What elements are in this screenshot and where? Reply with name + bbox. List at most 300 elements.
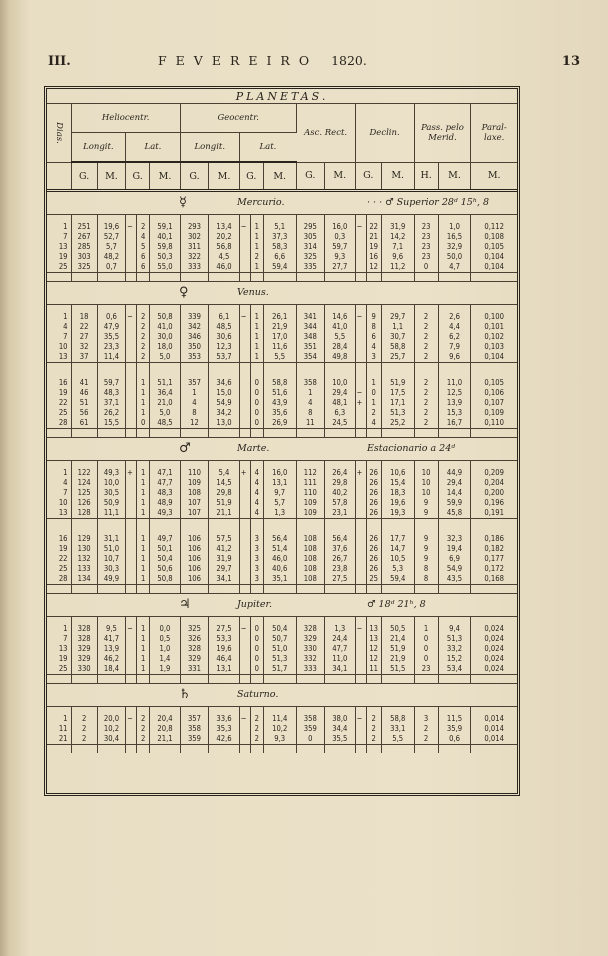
table-cell: − (126, 714, 137, 724)
table-cell: 1 (137, 654, 150, 664)
table-cell: 342 (180, 322, 208, 332)
table-cell: 9 (414, 508, 438, 519)
table-cell: 0,3 (325, 232, 356, 242)
table-cell: 19 (366, 242, 381, 252)
table-cell: 11,0 (438, 378, 471, 388)
table-cell: 322 (180, 252, 208, 262)
table-cell: 303 (71, 252, 97, 262)
table-cell: 18 (71, 312, 97, 322)
table-cell: 9,7 (263, 488, 296, 498)
table-cell (239, 724, 250, 734)
table-cell: 34,4 (325, 724, 356, 734)
planet-symbol-icon: ☿ (179, 195, 187, 210)
table-cell: 51,3 (263, 654, 296, 664)
table-cell: 1 (137, 624, 150, 634)
table-cell: 0,5 (150, 634, 181, 644)
unit-label: M. (381, 162, 414, 191)
table-cell: 30,0 (150, 332, 181, 342)
table-cell: 25 (47, 664, 71, 675)
table-cell: 0 (250, 644, 263, 654)
table-cell: 11,2 (381, 262, 414, 273)
table-cell (239, 332, 250, 342)
unit-label: M. (97, 162, 125, 191)
table-cell (126, 478, 137, 488)
table-cell (239, 262, 250, 273)
table-cell: 1 (137, 554, 150, 564)
table-cell: 31,9 (381, 222, 414, 232)
table-cell: 9 (366, 312, 381, 322)
table-cell: 357 (180, 378, 208, 388)
table-cell: 10 (414, 478, 438, 488)
table-cell: 10,7 (97, 554, 125, 564)
table-cell: 51,1 (150, 378, 181, 388)
table-cell: 51,5 (381, 664, 414, 675)
table-row (47, 654, 517, 664)
table-cell (239, 408, 250, 418)
table-row (47, 488, 517, 498)
table-cell: 7,9 (438, 342, 471, 352)
table-cell: 8 (366, 322, 381, 332)
table-cell: 5,4 (209, 468, 240, 478)
table-cell: 42,6 (209, 734, 240, 745)
table-cell: 18,4 (97, 664, 125, 675)
table-cell (239, 564, 250, 574)
planet-name: Marte. (237, 443, 270, 454)
table-row (47, 508, 517, 519)
table-cell: 4 (137, 232, 150, 242)
table-cell (239, 252, 250, 262)
table-cell: 13,9 (438, 398, 471, 408)
table-cell: 46,0 (209, 262, 240, 273)
planet-note: · · · ♂ Superior 28ᵈ 15ʰ, 8 (367, 197, 490, 208)
table-cell: 13 (366, 634, 381, 644)
table-cell: 11,4 (263, 714, 296, 724)
table-cell: 112 (296, 468, 324, 478)
planet-note: Estacionario a 24ᵈ (367, 443, 456, 454)
table-cell: 0 (250, 664, 263, 675)
table-cell: 351 (296, 342, 324, 352)
table-cell: 358 (296, 714, 324, 724)
table-cell (239, 534, 250, 544)
table-cell: 293 (180, 222, 208, 232)
table-cell: − (355, 714, 366, 724)
table-cell: 13,1 (209, 664, 240, 675)
table-cell: 3 (366, 352, 381, 363)
table-cell (239, 644, 250, 654)
table-cell: 359 (180, 734, 208, 745)
table-cell: 10 (47, 342, 71, 352)
table-cell: 0 (250, 418, 263, 429)
table-cell: 59,4 (263, 262, 296, 273)
table-row (47, 724, 517, 734)
table-cell: 1 (250, 322, 263, 332)
table-cell: 18,3 (381, 488, 414, 498)
table-cell: 7 (47, 488, 71, 498)
table-cell: 50,6 (150, 564, 181, 574)
table-cell: 1 (47, 312, 71, 322)
table-cell: 21,9 (381, 654, 414, 664)
table-cell: 1 (250, 222, 263, 232)
table-cell: 21 (366, 232, 381, 242)
table-cell: 59,7 (97, 378, 125, 388)
table-cell: 20,2 (209, 232, 240, 242)
table-cell (355, 544, 366, 554)
table-cell: 0 (250, 378, 263, 388)
table-cell: 2 (414, 398, 438, 408)
table-cell: − (355, 222, 366, 232)
unit-label: M. (209, 162, 240, 191)
table-cell: 1 (250, 352, 263, 363)
table-row (47, 468, 517, 478)
table-cell: 9,4 (438, 624, 471, 634)
table-cell: 26 (366, 534, 381, 544)
table-cell: 2 (366, 408, 381, 418)
table-cell: 50,9 (97, 498, 125, 508)
table-cell: 16 (366, 252, 381, 262)
unit-label: G. (126, 162, 150, 191)
table-cell: 14,7 (381, 544, 414, 554)
table-cell: 19,6 (97, 222, 125, 232)
table-cell: 1 (137, 534, 150, 544)
table-cell (126, 332, 137, 342)
table-cell: 7 (47, 332, 71, 342)
table-row (47, 378, 517, 388)
table-cell: 46,0 (263, 554, 296, 564)
table-row (47, 408, 517, 418)
table-cell: 4 (180, 398, 208, 408)
table-cell: 20,8 (150, 724, 181, 734)
table-cell: 51,3 (381, 408, 414, 418)
table-cell: 59,4 (381, 574, 414, 585)
unit-label: G. (71, 162, 97, 191)
table-cell: − (239, 312, 250, 322)
table-cell: 4 (47, 322, 71, 332)
table-cell: 16 (47, 378, 71, 388)
table-cell: + (126, 468, 137, 478)
table-cell: 31,9 (209, 554, 240, 564)
table-row (47, 734, 517, 745)
table-cell: 14,5 (209, 478, 240, 488)
table-cell: 5,7 (97, 242, 125, 252)
table-cell (355, 498, 366, 508)
table-cell: 28 (47, 418, 71, 429)
table-cell (355, 574, 366, 585)
table-cell: 11,4 (97, 352, 125, 363)
table-cell (355, 724, 366, 734)
table-cell: 354 (296, 352, 324, 363)
table-cell: 29,8 (209, 488, 240, 498)
table-cell: 359 (296, 724, 324, 734)
table-cell: 5,5 (263, 352, 296, 363)
table-cell: 2 (250, 724, 263, 734)
table-cell: 30,4 (97, 734, 125, 745)
table-cell: 1 (250, 262, 263, 273)
table-cell: 29,8 (325, 478, 356, 488)
table-cell: 41,7 (97, 634, 125, 644)
table-row (47, 242, 517, 252)
table-cell: 48,5 (209, 322, 240, 332)
table-cell (239, 398, 250, 408)
table-cell: 53,4 (438, 664, 471, 675)
table-cell: 109 (180, 478, 208, 488)
table-cell: 28 (47, 574, 71, 585)
table-cell: 16,0 (263, 468, 296, 478)
table-cell: 0,177 (484, 554, 504, 563)
planet-name: Saturno. (237, 689, 279, 700)
table-cell: 48,3 (150, 488, 181, 498)
table-cell: 59,7 (325, 242, 356, 252)
table-cell: 295 (296, 222, 324, 232)
table-cell: 49,7 (150, 534, 181, 544)
table-cell: 7,1 (381, 242, 414, 252)
table-cell: 0,108 (484, 232, 504, 241)
table-cell: 11,5 (438, 714, 471, 724)
table-cell: 2 (414, 418, 438, 429)
table-cell (355, 734, 366, 745)
table-cell: 134 (71, 574, 97, 585)
table-row (47, 714, 517, 724)
table-row (47, 418, 517, 429)
table-cell: 0 (250, 388, 263, 398)
table-cell: 311 (180, 242, 208, 252)
table-cell: 0,024 (484, 644, 504, 653)
table-cell: 30,7 (381, 332, 414, 342)
table-cell: 29,4 (325, 388, 356, 398)
table-cell: 4,7 (438, 262, 471, 273)
table-cell: 122 (71, 468, 97, 478)
table-cell: 2 (366, 724, 381, 734)
table-cell: 1 (137, 388, 150, 398)
table-cell: 50,8 (150, 574, 181, 585)
table-cell (355, 654, 366, 664)
table-cell: 21,1 (209, 508, 240, 519)
table-cell (126, 508, 137, 519)
table-cell (355, 508, 366, 519)
table-cell: 17,1 (381, 398, 414, 408)
table-cell: 57,8 (325, 498, 356, 508)
table-cell: 6,3 (325, 408, 356, 418)
table-cell: 0,172 (484, 564, 504, 573)
table-cell: 0 (250, 654, 263, 664)
table-cell: 26,1 (263, 312, 296, 322)
table-row (47, 664, 517, 675)
month: FEVEREIRO (158, 53, 319, 68)
table-cell: 0,186 (484, 534, 504, 543)
table-cell: 339 (180, 312, 208, 322)
table-cell: 27,7 (325, 262, 356, 273)
table-cell: 53,3 (209, 634, 240, 644)
table-cell: 33,1 (381, 724, 414, 734)
table-cell: 1 (137, 664, 150, 675)
table-cell: 44,9 (438, 468, 471, 478)
table-cell: 344 (296, 322, 324, 332)
table-cell: 51,4 (263, 544, 296, 554)
table-cell: 314 (296, 242, 324, 252)
table-cell: 3 (250, 564, 263, 574)
table-cell: 41 (71, 378, 97, 388)
table-cell: 0,105 (484, 242, 504, 251)
table-cell: 6 (137, 262, 150, 273)
table-cell: 51,3 (438, 634, 471, 644)
table-cell: 19,4 (438, 544, 471, 554)
table-cell: 108 (180, 488, 208, 498)
table-row (47, 574, 517, 585)
table-cell: 0,204 (484, 478, 504, 487)
table-cell (355, 478, 366, 488)
table-cell (239, 574, 250, 585)
table-cell: 109 (296, 498, 324, 508)
table-cell: 108 (296, 564, 324, 574)
table-cell: 2 (250, 252, 263, 262)
table-cell: 1 (250, 312, 263, 322)
table-cell: 16,5 (438, 232, 471, 242)
table-cell: 37 (71, 352, 97, 363)
unit-label: M. (438, 162, 471, 191)
unit-label: G. (239, 162, 263, 191)
table-cell: 3 (250, 544, 263, 554)
table-cell: 23 (414, 232, 438, 242)
table-cell: 108 (296, 554, 324, 564)
table-cell: 0 (414, 634, 438, 644)
table-cell: 2 (414, 408, 438, 418)
table-cell (355, 408, 366, 418)
table-cell: 51,7 (263, 664, 296, 675)
table-cell: 9,3 (325, 252, 356, 262)
right-ascension-header: Asc. Rect. (296, 104, 355, 163)
table-cell: 5,0 (150, 408, 181, 418)
table-cell: 13 (47, 352, 71, 363)
table-cell: 2 (414, 734, 438, 745)
table-cell (126, 342, 137, 352)
table-cell: 3 (250, 554, 263, 564)
table-cell: 1 (137, 378, 150, 388)
table-cell: 49,9 (97, 574, 125, 585)
table-cell: 325 (71, 262, 97, 273)
planet-symbol-icon: ♂ (179, 441, 191, 456)
table-row (47, 352, 517, 363)
table-cell: 7 (47, 634, 71, 644)
table-cell: 1 (137, 408, 150, 418)
table-cell (239, 342, 250, 352)
table-cell: 48,3 (97, 388, 125, 398)
unit-label: M. (471, 162, 517, 191)
table-cell: 325 (180, 624, 208, 634)
table-cell: 21,9 (263, 322, 296, 332)
table-cell: 2 (414, 342, 438, 352)
table-cell: 6,6 (263, 252, 296, 262)
table-cell: 1 (47, 222, 71, 232)
table-cell: 326 (180, 634, 208, 644)
table-cell: 0,104 (471, 262, 517, 273)
table-cell: 4 (250, 498, 263, 508)
table-cell: 285 (71, 242, 97, 252)
planet-name: Mercurio. (237, 197, 285, 208)
table-cell: 1 (180, 388, 208, 398)
table-cell: 51,0 (263, 644, 296, 654)
table-cell: 1 (47, 714, 71, 724)
table-cell: 2 (137, 734, 150, 745)
table-cell: 22 (47, 554, 71, 564)
days-header: Dias. (47, 104, 71, 163)
table-cell: 26 (366, 488, 381, 498)
table-cell: 26,4 (325, 468, 356, 478)
table-cell: 50,8 (150, 312, 181, 322)
table-cell: 132 (71, 554, 97, 564)
table-cell: 353 (180, 352, 208, 363)
table-cell (355, 378, 366, 388)
table-cell: 4 (366, 418, 381, 429)
table-cell: 1,4 (150, 654, 181, 664)
table-cell: 305 (296, 232, 324, 242)
table-cell: 26,9 (263, 418, 296, 429)
table-cell (355, 322, 366, 332)
table-cell: + (239, 468, 250, 478)
section-number: III. (48, 54, 71, 69)
table-cell (239, 664, 250, 675)
planet-title-row (47, 438, 517, 461)
table-cell: 1 (137, 574, 150, 585)
table-cell: 26 (366, 554, 381, 564)
table-cell (126, 534, 137, 544)
table-cell: 8 (414, 564, 438, 574)
table-cell: 0 (414, 644, 438, 654)
table-cell: 358 (180, 724, 208, 734)
table-cell: 110 (180, 468, 208, 478)
meridian-passage-header: Pass. pelo Merid. (414, 104, 471, 163)
table-cell (355, 664, 366, 675)
table-cell: 56 (71, 408, 97, 418)
table-cell (355, 634, 366, 644)
table-cell: 48,9 (150, 498, 181, 508)
table-cell: 43,9 (263, 398, 296, 408)
table-cell: 51,9 (381, 378, 414, 388)
table-cell: 328 (71, 634, 97, 644)
table-cell: 0,110 (471, 418, 517, 429)
table-row (47, 554, 517, 564)
table-cell: − (355, 312, 366, 322)
table-cell: 5,0 (150, 352, 181, 363)
table-cell: 34,1 (209, 574, 240, 585)
planet-name: Venus. (237, 287, 269, 298)
table-cell: 14,4 (438, 488, 471, 498)
table-cell: 59,9 (438, 498, 471, 508)
table-cell: 0 (366, 388, 381, 398)
table-cell: 26 (366, 544, 381, 554)
heliocentric-header: Heliocentr. (71, 104, 180, 133)
table-cell: 2 (137, 714, 150, 724)
table-cell: 133 (71, 564, 97, 574)
table-cell: 1 (137, 544, 150, 554)
table-cell (355, 418, 366, 429)
table-cell: 107 (180, 508, 208, 519)
table-cell: 2 (137, 222, 150, 232)
table-cell: 10,2 (97, 724, 125, 734)
table-cell: 1 (137, 634, 150, 644)
table-cell: 19 (47, 388, 71, 398)
page-number: 13 (561, 54, 580, 69)
table-cell: 1 (250, 242, 263, 252)
table-cell (239, 242, 250, 252)
table-cell: 4 (366, 342, 381, 352)
table-cell: 19 (47, 544, 71, 554)
table-cell (239, 388, 250, 398)
table-cell: 108 (296, 544, 324, 554)
table-cell: 1 (137, 488, 150, 498)
table-cell: 108 (296, 534, 324, 544)
table-cell: 52,7 (97, 232, 125, 242)
table-cell: 37,6 (325, 544, 356, 554)
table-cell: 3 (414, 714, 438, 724)
